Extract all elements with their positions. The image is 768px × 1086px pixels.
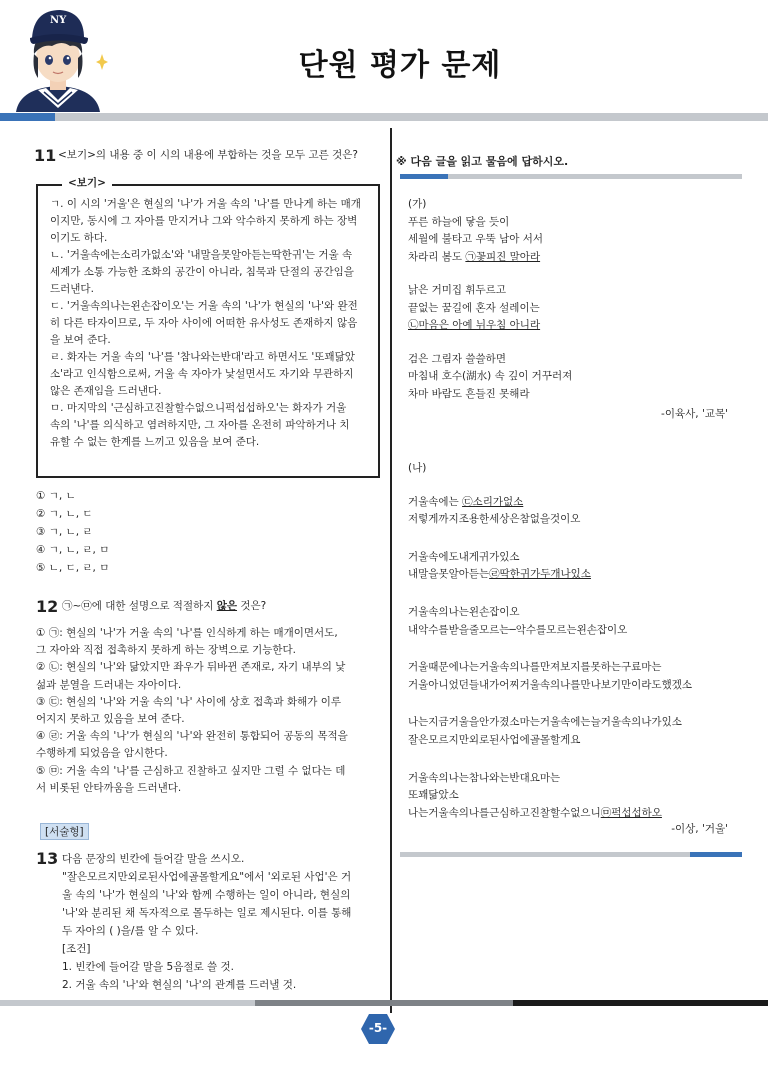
poem-line [408, 317, 738, 335]
avatar-illustration [8, 4, 108, 112]
bogi-line: 소'라고 인식함으로써, 거울 속 자아가 낯설면서도 자기와 무관하지 [50, 368, 354, 380]
header-divider-bar [55, 113, 768, 121]
bogi-line: ㄴ. '거울속에는소리가없소'와 '내말을못알아듣는딱한귀'는 거울 속 [50, 249, 353, 261]
page-title: 단원 평가 문제 [298, 48, 502, 83]
answer-option[interactable]: ⑤ ㉤: 거울 속의 '나'를 근심하고 진찰하고 싶지만 그럴 수 없다는 데 [36, 764, 346, 777]
underlined-phrase: ㉢소리가없소 [462, 495, 524, 508]
question-line: 울 속의 '나'가 현실의 '나'와 함께 수행하는 일이 아니라, 현실의 [62, 889, 351, 901]
condition-item: 1. 빈칸에 들어갈 말을 5음절로 쓸 것. [62, 961, 234, 973]
page-number: -5- [368, 1021, 388, 1035]
footer-bar [255, 1000, 513, 1006]
question-line: 두 자아의 ( )을/를 알 수 있다. [62, 925, 199, 937]
poem-na [408, 460, 748, 822]
poem-text: 나는거울속의나를근심하고진찰할수없으니 [408, 806, 601, 819]
bogi-label: <보기> [62, 175, 112, 190]
essay-tag: [서술형] [40, 823, 89, 840]
poem-line [408, 805, 748, 823]
poem-label: (나) [408, 462, 427, 474]
poem-line: 잘은모르지만외로된사업에골몰할게요 [408, 733, 581, 746]
poem-line: 내악수를받을줄모르는─악수를모르는왼손잡이오 [408, 623, 628, 636]
bogi-line: 유할 수 없는 한계를 느끼고 있음을 보여 준다. [50, 436, 260, 448]
bogi-line: ㄷ. '거울속의나는왼손잡이오'는 거울 속의 '나'가 현실의 '나'와 완전 [50, 300, 358, 312]
page-number-badge [360, 1013, 396, 1045]
underlined-phrase: ㉤퍽섭섭하오 [600, 806, 662, 819]
question-prompt: <보기>의 내용 중 이 시의 내용에 부합하는 것을 모두 고른 것은? [58, 149, 358, 161]
answer-option-cont: 수행하게 되었음을 암시한다. [36, 747, 168, 760]
answer-option-cont: 어지지 못하고 있음을 보여 준다. [36, 713, 185, 726]
poem-line: 차마 바람도 흔들진 못해라 [408, 387, 530, 400]
footer-bar [513, 1000, 768, 1006]
bogi-line: ㅁ. 마지막의 '근심하고진찰할수없으니퍽섭섭하오'는 화자가 거울 [50, 402, 347, 414]
poem-line [408, 249, 738, 267]
poem-line: 검은 그림자 쓸쓸하면 [408, 352, 506, 365]
question-number: 11 [34, 146, 57, 165]
poem-line [408, 566, 748, 584]
condition-item: 2. 거울 속의 '나'와 현실의 '나'의 관계를 드러낼 것. [62, 979, 297, 991]
reading-instruction: ※ 다음 글을 읽고 물음에 답하시오. [396, 155, 569, 168]
prompt-emphasis: 않은 [216, 600, 238, 612]
answer-option[interactable]: ④ ㄱ, ㄴ, ㄹ, ㅁ [36, 544, 110, 556]
answer-option[interactable]: ① ㉠: 현실의 '나'가 거울 속의 '나'를 인식하게 하는 매개이면서도, [36, 627, 338, 639]
poem-text: 차라리 봄도 [408, 250, 466, 263]
column-divider [390, 128, 392, 1013]
poem-text: 거울속에는 [408, 495, 463, 508]
poem-label: (가) [408, 198, 427, 210]
question-prompt [62, 598, 382, 615]
poem-line [408, 494, 748, 512]
bogi-line: 이지만, 동시에 그 자아를 만지거나 그와 악수하지 못하게 하는 장벽 [50, 215, 358, 227]
bogi-content [50, 196, 370, 451]
bogi-line: 이기도 하다. [50, 232, 108, 244]
bogi-line: ㄱ. 이 시의 '거울'은 현실의 '나'가 거울 속의 '나'를 만나게 하는 매개 [50, 198, 361, 210]
bogi-line: 드러낸다. [50, 283, 94, 295]
condition-label: [조건] [62, 943, 91, 955]
bogi-line: 히 다른 타자이므로, 두 자아 사이에 어떠한 유사성도 존재하지 않음 [50, 317, 358, 329]
answer-option[interactable]: ⑤ ㄴ, ㄷ, ㄹ, ㅁ [36, 562, 110, 574]
cap-logo: NY [50, 15, 67, 26]
footer-bar [0, 1000, 255, 1006]
answer-option[interactable]: ② ㉡: 현실의 '나'와 닮았지만 좌우가 뒤바뀐 존재로, 자기 내부의 낯 [36, 661, 346, 674]
bogi-line: 속의 '나'를 의식하고 염려하지만, 그 자아를 온전히 파악하거나 치 [50, 419, 350, 431]
poem-line: 거울속의나는참나와는반대요마는 [408, 771, 561, 784]
poem-line: 저렇게까지조용한세상은참없을것이오 [408, 513, 581, 526]
underlined-phrase: ㉠꽃피진 말아라 [465, 250, 541, 263]
poem-line: 거울아니었던들내가어찌거울속의나를만나보기만이라도했겠소 [408, 678, 693, 691]
section-end-bar [400, 852, 690, 857]
answer-option[interactable]: ③ ㄱ, ㄴ, ㄹ [36, 526, 93, 538]
answer-options [36, 487, 109, 577]
poem-line: 낡은 거미집 휘두르고 [408, 284, 506, 296]
question-line: 다음 문장의 빈칸에 들어갈 말을 쓰시오. [62, 853, 245, 865]
underlined-phrase: ㉣딱한귀가두개나있소 [489, 568, 591, 581]
poem-line: 마침내 호수(湖水) 속 깊이 거꾸러져 [408, 370, 573, 382]
poem-line: 거울속의나는왼손잡이오 [408, 605, 520, 618]
poem-line: 끝없는 꿈길에 혼자 설레이는 [408, 301, 540, 314]
answer-option[interactable]: ② ㄱ, ㄴ, ㄷ [36, 508, 93, 520]
question-line: "잘은모르지만외로된사업에골몰할게요"에서 '외로된 사업'은 거 [62, 871, 352, 883]
poem-line: 또꽤닮았소 [408, 789, 459, 802]
prompt-text: 것은? [237, 600, 267, 612]
bogi-line: ㄹ. 화자는 거울 속의 '나'를 '참나와는반대'라고 하면서도 '또꽤닮았 [50, 351, 355, 363]
poem-line: 거울때문에나는거울속의나를만져보지를못하는구료마는 [408, 661, 662, 674]
question-number: 12 [36, 597, 59, 616]
poem-line: 세월에 불타고 우뚝 남아 서서 [408, 233, 544, 245]
prompt-text: ㉠~㉤에 대한 설명으로 적절하지 [62, 600, 217, 612]
bogi-line: 않은 존재임을 드러낸다. [50, 385, 162, 397]
poem-source: -이상, '거울' [671, 823, 728, 835]
poem-text: 내말을못알아듣는 [408, 568, 490, 581]
question-line: '나'와 분리된 채 독자적으로 몰두하는 일로 제시된다. 이를 통해 [62, 907, 352, 919]
bogi-line: 을 보여 준다. [50, 334, 111, 346]
answer-option[interactable]: ④ ㉣: 거울 속의 '나'가 현실의 '나'와 완전히 통합되어 공동의 목적을 [36, 730, 348, 743]
poem-line: 푸른 하늘에 닿을 듯이 [408, 215, 510, 228]
bogi-line: 세계가 소통 가능한 조화의 공간이 아니라, 침묵과 단절의 공간임을 [50, 266, 354, 278]
answer-option[interactable]: ③ ㉢: 현실의 '나'와 거울 속의 '나' 사이에 상호 접촉과 화해가 이루 [36, 695, 341, 708]
section-accent-bar [400, 174, 448, 179]
answer-option-cont: 서 비롯된 안타까움을 드러낸다. [36, 781, 182, 794]
answer-option[interactable]: ① ㄱ, ㄴ [36, 490, 76, 502]
question-number: 13 [36, 849, 59, 868]
answer-option-cont: 섦과 분열을 드러내는 자아이다. [36, 678, 182, 691]
section-end-accent [690, 852, 742, 857]
question-body [62, 850, 384, 994]
answer-options [36, 625, 386, 797]
poem-source: -이육사, '교목' [661, 408, 728, 420]
section-divider-bar [448, 174, 742, 179]
underlined-phrase: ㉡마음은 아예 뉘우침 아니라 [408, 319, 541, 331]
poem-ga [408, 196, 738, 403]
poem-line: 나는지금거울을안가졌소마는거울속에는늘거울속의나가있소 [408, 716, 682, 729]
header-accent-bar [0, 113, 55, 121]
answer-option-cont: 그 자아와 직접 접촉하지 못하게 하는 장벽으로 기능한다. [36, 644, 296, 657]
poem-line: 거울속에도내게귀가있소 [408, 550, 520, 563]
